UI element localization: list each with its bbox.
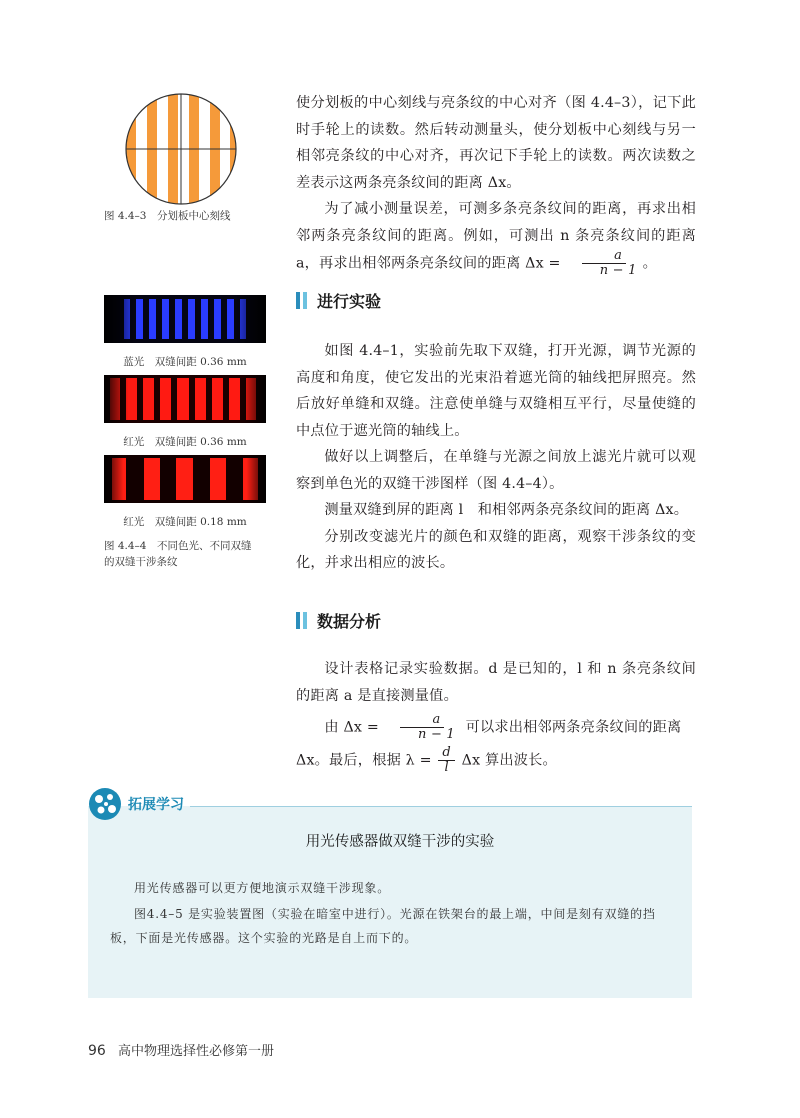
analysis-p3-text: Δx。最后，根据 λ = <box>296 752 432 769</box>
red-fringes-018 <box>104 455 266 503</box>
blue-036-label: 蓝光 双缝间距 0.36 mm <box>123 356 247 368</box>
reticle-figure <box>124 92 238 210</box>
experiment-paragraph-3: 测量双缝到屏的距离 l 和相邻两条亮条纹间的距离 Δx。 <box>324 502 689 518</box>
intro-block <box>296 90 696 278</box>
wavelength-fraction <box>438 746 455 775</box>
spacing-fraction <box>386 713 459 742</box>
figure-444-caption <box>104 538 274 570</box>
heading-bar-icon <box>303 612 307 629</box>
figure-443-caption: 图 4.4–3 分划板中心刻线 <box>104 210 231 222</box>
figure-444-caption-line1: 图 4.4–4 不同色光、不同双缝 <box>104 540 252 552</box>
analysis-p3-text-b: Δx 算出波长。 <box>461 752 557 769</box>
analysis-paragraph-3 <box>296 746 696 775</box>
heading-bar-icon <box>303 292 307 309</box>
figure-444-caption-line2: 的双缝干涉条纹 <box>104 556 178 568</box>
fraction-denominator: l <box>444 760 449 775</box>
extension-label: 拓展学习 <box>128 797 184 813</box>
fraction-numerator: a <box>582 249 626 264</box>
page-number: 96 <box>88 1043 106 1059</box>
blue-fringes-036 <box>104 295 266 343</box>
analysis-paragraph-2 <box>296 713 696 742</box>
heading-bar-icon <box>296 612 300 629</box>
intro-paragraph-1: 使分划板的中心刻线与亮条纹的中心对齐（图 4.4–3），记下此时手轮上的读数。然后转动测量头，使分划板中心刻线与另一相邻亮条纹的中心对齐，再次记下手轮上的读数。两次读数之差表示这两条亮条纹间的距离 Δx。 <box>296 95 696 191</box>
molecule-icon <box>88 787 122 821</box>
page-footer <box>88 1040 274 1059</box>
red-fringes-036 <box>104 375 266 423</box>
red-018-label: 红光 双缝间距 0.18 mm <box>123 516 247 528</box>
fraction-numerator: d <box>438 746 455 761</box>
section-heading-experiment <box>296 288 381 312</box>
analysis-p2-text: 由 Δx = <box>324 719 379 736</box>
extension-divider <box>190 806 692 807</box>
section-heading-analysis <box>296 608 381 632</box>
analysis-paragraph-1: 设计表格记录实验数据。d 是已知的，l 和 n 条亮条纹间的距离 a 是直接测量值。 <box>296 661 696 704</box>
book-title: 高中物理选择性必修第一册 <box>117 1044 274 1059</box>
intro-p2-text: 为了减小测量误差，可测多条亮条纹间的距离，再求出相邻两条亮条纹间的距离。例如，可测出 n 条亮条纹间的距离 a，再求出相邻两条亮条纹间的距离 Δx = <box>296 201 696 272</box>
spacing-fraction <box>567 249 640 278</box>
extension-header <box>88 786 184 822</box>
extension-title: 用光传感器做双缝干涉的实验 <box>305 834 495 850</box>
section-title: 数据分析 <box>317 611 382 631</box>
fraction-numerator: a <box>400 713 444 728</box>
experiment-paragraph-2: 做好以上调整后，在单缝与光源之间放上滤光片就可以观察到单色光的双缝干涉图样（图 4.4–4）。 <box>296 449 696 492</box>
fraction-denominator: n − 1 <box>418 727 455 742</box>
section-title: 进行实验 <box>317 291 382 311</box>
experiment-block <box>296 338 696 577</box>
experiment-paragraph-1: 如图 4.4–1，实验前先取下双缝，打开光源，调节光源的高度和角度，使它发出的光束沿着遮光筒的轴线把屏照亮。然后放好单缝和双缝。注意使单缝与双缝相互平行，尽量使缝的中点位于遮光筒的轴线上。 <box>296 343 696 439</box>
red-036-label: 红光 双缝间距 0.36 mm <box>123 436 247 448</box>
intro-paragraph-2 <box>296 196 696 278</box>
analysis-p2-text-b: 可以求出相邻两条亮条纹间的距离 <box>465 719 682 736</box>
extension-paragraph-1: 用光传感器可以更方便地演示双缝干涉现象。 <box>134 881 391 895</box>
experiment-paragraph-4: 分别改变滤光片的颜色和双缝的距离，观察干涉条纹的变化，并求出相应的波长。 <box>296 528 696 571</box>
fraction-denominator: n − 1 <box>599 263 637 278</box>
extension-paragraph-2: 图4.4–5 是实验装置图（实验在暗室中进行）。光源在铁架台的最上端，中间是刻有双缝的挡板，下面是光传感器。这个实验的光路是自上而下的。 <box>110 907 656 945</box>
heading-bar-icon <box>296 292 300 309</box>
intro-p2-end: 。 <box>642 255 657 272</box>
analysis-block <box>296 656 696 775</box>
